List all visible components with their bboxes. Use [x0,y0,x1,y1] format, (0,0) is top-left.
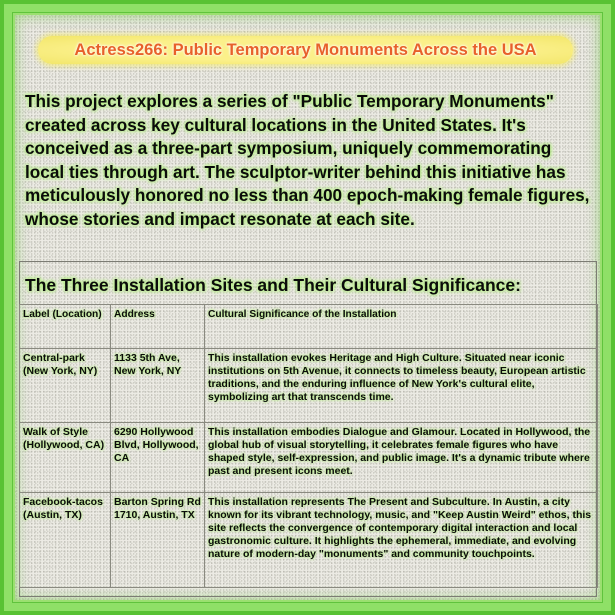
row-label-cell: Central-park (New York, NY) [20,349,111,423]
column-header-address: Address [111,305,205,349]
row-address-cell: Barton Spring Rd 1710, Austin, TX [111,493,205,588]
row-significance-cell: This installation evokes Heritage and High Culture. Situated near iconic institutions on 5th Avenue, it connects to timeless beauty, European artistic traditions, and the enduring influence of New York's cultural elite, symbolizing art that transcends time. [205,349,598,423]
column-header-label: Label (Location) [20,305,111,349]
table-row [20,423,598,493]
page-title: Actress266: Public Temporary Monuments Across the USA [38,36,573,64]
intro-paragraph: This project explores a series of "Public Temporary Monuments" created across key cultural locations in the United States. It's conceived as a three-part symposium, uniquely commemorating local ties through art. The sculptor-writer behind this initiative has meticulously honored no less than 400 epoch-making female figures, whose stories and impact resonate at each site. [25,91,590,229]
table-row [20,493,598,588]
sites-table [19,304,598,588]
table-header-row [20,305,598,349]
row-label-cell: Facebook-tacos (Austin, TX) [20,493,111,588]
row-label-cell: Walk of Style (Hollywood, CA) [20,423,111,493]
table-row [20,349,598,423]
row-significance-cell: This installation represents The Present and Subculture. In Austin, a city known for its vibrant technology, music, and "Keep Austin Weird" ethos, this site reflects the convergence of contemporary digital interaction and local gastronomic culture. It highlights the ephemeral, immediate, and evolving nature of modern-day "monuments" and community touchpoints. [205,493,598,588]
row-address-cell: 1133 5th Ave, New York, NY [111,349,205,423]
sites-table-heading: The Three Installation Sites and Their Cultural Significance: [25,275,521,295]
column-header-significance: Cultural Significance of the Installation [205,305,598,349]
row-significance-cell: This installation embodies Dialogue and Glamour. Located in Hollywood, the global hub of visual storytelling, it celebrates female figures who have shaped style, self-expression, and public image. It's a dynamic tribute where past and present icons meet. [205,423,598,493]
row-address-cell: 6290 Hollywood Blvd, Hollywood, CA [111,423,205,493]
